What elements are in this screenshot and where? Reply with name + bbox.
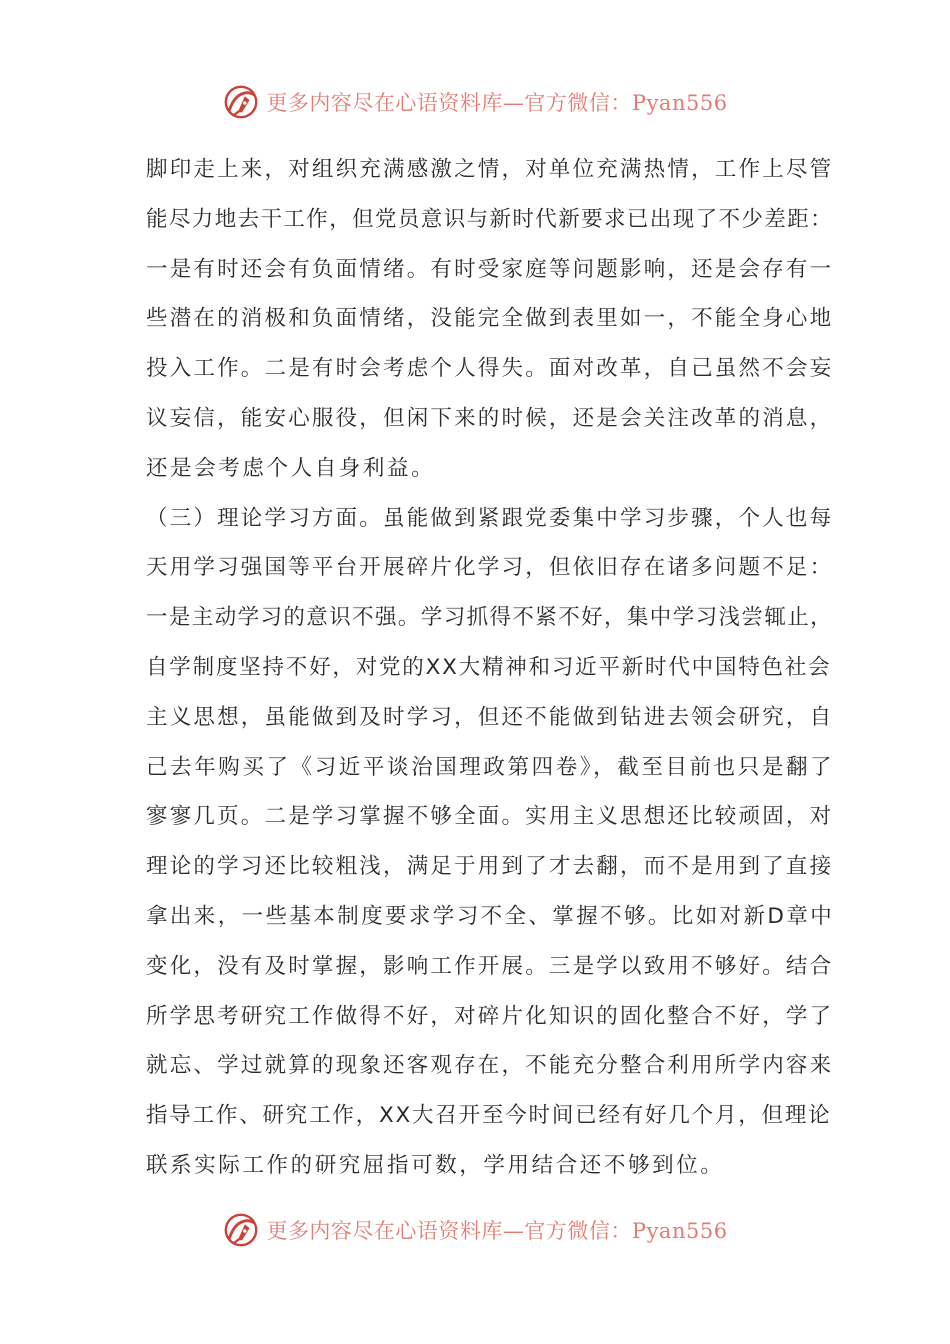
text-line: 自学制度坚持不好，对党的XX大精神和习近平新时代中国特色社会 <box>146 654 832 680</box>
footer-banner-text: 更多内容尽在心语资料库—官方微信：Pyan556 <box>266 1219 728 1243</box>
text-line: 能尽力地去干工作，但党员意识与新时代新要求已出现了不少差距： <box>146 206 834 232</box>
text-line: 拿出来，一些基本制度要求学习不全、掌握不够。比如对新D章中 <box>146 903 835 929</box>
text-line: 理论的学习还比较粗浅，满足于用到了才去翻，而不是用到了直接 <box>146 854 834 880</box>
text-line: 指导工作、研究工作，XX大召开至今时间已经有好几个月，但理论 <box>146 1103 832 1129</box>
text-line: 脚印走上来，对组织充满感激之情，对单位充满热情，工作上尽管 <box>146 157 834 182</box>
text-line: 寥寥几页。二是学习掌握不够全面。实用主义思想还比较顽固，对 <box>146 804 834 830</box>
text-line: 主义思想，虽能做到及时学习，但还不能做到钻进去领会研究，自 <box>146 704 834 730</box>
footer-banner <box>0 1210 950 1250</box>
text-line: 议妄信，能安心服役，但闲下来的时候，还是会关注改革的消息， <box>146 405 834 431</box>
header-banner <box>0 82 950 122</box>
text-line: 就忘、学过就算的现象还客观存在，不能充分整合利用所学内容来 <box>146 1053 834 1079</box>
text-line: 所学思考研究工作做得不好，对碎片化知识的固化整合不好，学了 <box>146 1003 834 1029</box>
text-line: 己去年购买了《习近平谈治国理政第四卷》，截至目前也只是翻了 <box>146 754 835 780</box>
text-line: 一是主动学习的意识不强。学习抓得不紧不好，集中学习浅尝辄止， <box>146 605 834 631</box>
pen-nib-logo-icon <box>222 83 260 121</box>
pen-nib-logo-icon <box>222 1211 260 1249</box>
text-line: 变化，没有及时掌握，影响工作开展。三是学以致用不够好。结合 <box>146 953 834 979</box>
text-line: 联系实际工作的研究屈指可数，学用结合还不够到位。 <box>146 1152 725 1178</box>
text-line: 一是有时还会有负面情绪。有时受家庭等问题影响，还是会存有一 <box>146 256 834 282</box>
text-line: 投入工作。二是有时会考虑个人得失。面对改革，自己虽然不会妄 <box>146 356 834 382</box>
text-line: 些潜在的消极和负面情绪，没能完全做到表里如一，不能全身心地 <box>146 306 834 332</box>
document-body <box>146 145 835 1191</box>
header-banner-text: 更多内容尽在心语资料库—官方微信：Pyan556 <box>266 91 728 115</box>
text-line: 天用学习强国等平台开展碎片化学习，但依旧存在诸多问题不足： <box>146 555 834 581</box>
text-line: 还是会考虑个人自身利益。 <box>146 455 436 481</box>
section-heading-line: （三）理论学习方面。虽能做到紧跟党委集中学习步骤，个人也每 <box>146 505 834 531</box>
